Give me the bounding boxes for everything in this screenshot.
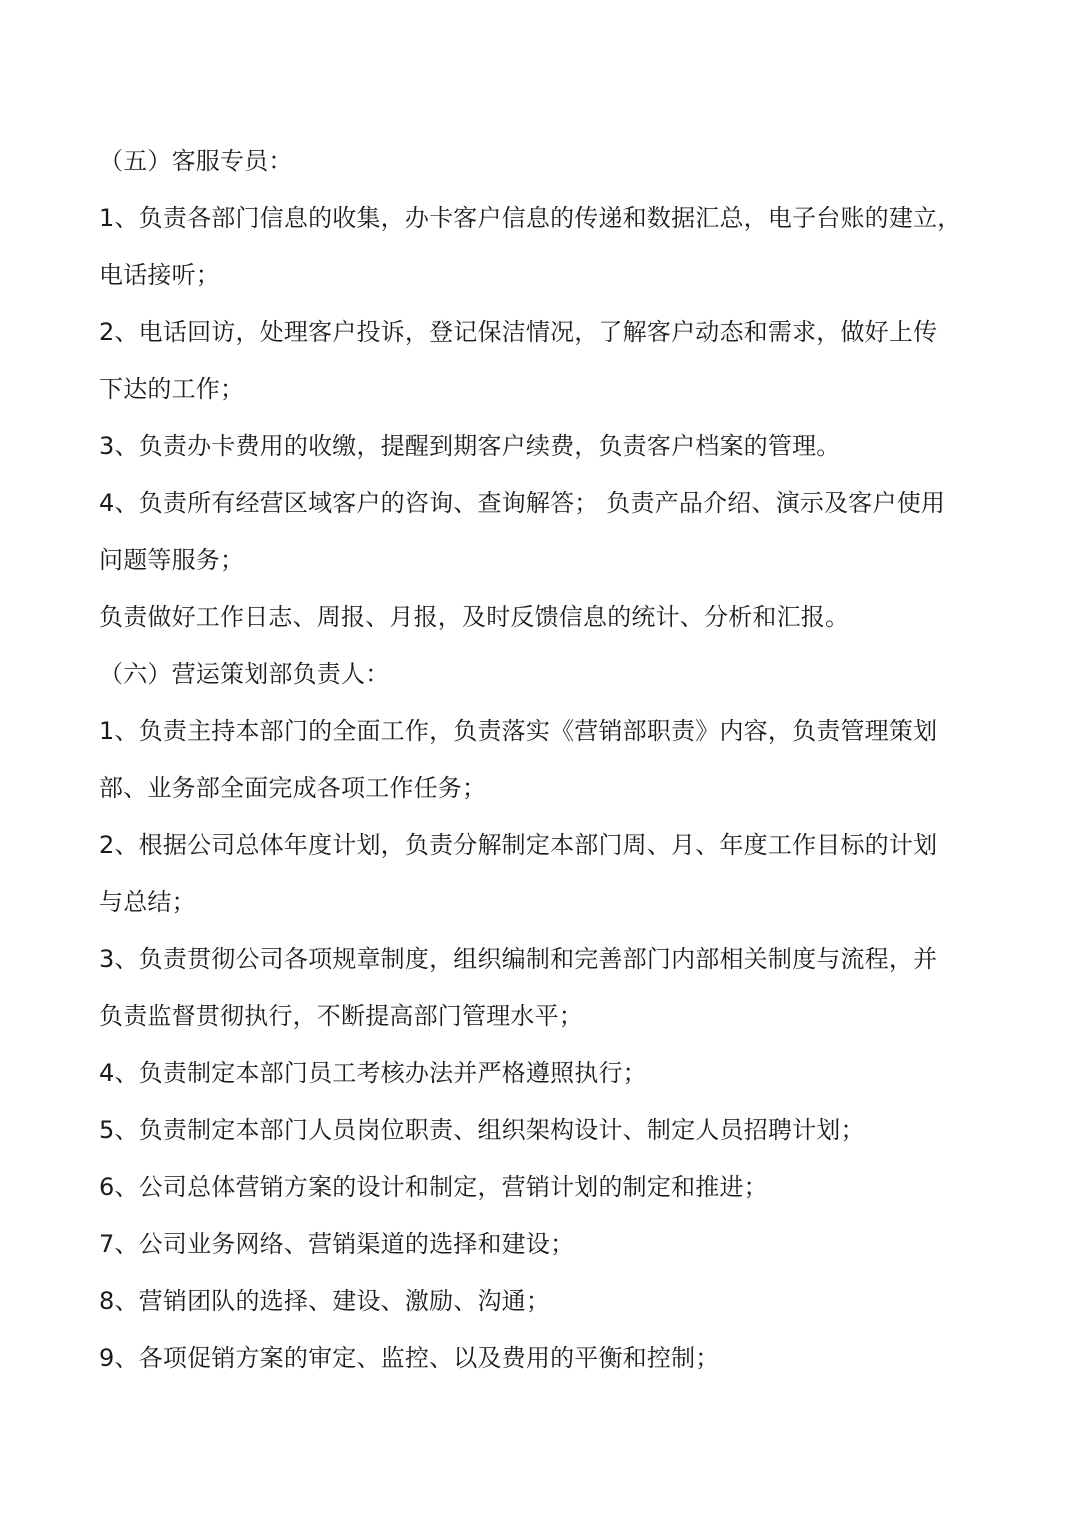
paragraph-line: 9、各项促销方案的审定、监控、以及费用的平衡和控制； [99, 1344, 720, 1372]
paragraph-line: 3、负责办卡费用的收缴，提醒到期客户续费，负责客户档案的管理。 [99, 432, 841, 460]
paragraph-line: 6、公司总体营销方案的设计和制定，营销计划的制定和推进； [99, 1173, 768, 1201]
paragraph-line: 1、负责主持本部门的全面工作，负责落实《营销部职责》内容，负责管理策划 [99, 717, 938, 745]
paragraph-line: 8、营销团队的选择、建设、激励、沟通； [99, 1287, 551, 1315]
section-heading-operations-planning: （六）营运策划部负责人： [99, 660, 390, 688]
paragraph-line: 下达的工作； [99, 375, 245, 403]
paragraph-line: 与总结； [99, 888, 196, 916]
paragraph-line: 1、负责各部门信息的收集，办卡客户信息的传递和数据汇总，电子台账的建立， [99, 204, 962, 232]
paragraph-line: 问题等服务； [99, 546, 245, 574]
paragraph-line: 负责监督贯彻执行，不断提高部门管理水平； [99, 1002, 583, 1030]
paragraph-line: 4、负责所有经营区域客户的咨询、查询解答； 负责产品介绍、演示及客户使用 [99, 489, 946, 517]
paragraph-line: 电话接听； [99, 261, 220, 289]
paragraph-line: 3、负责贯彻公司各项规章制度，组织编制和完善部门内部相关制度与流程，并 [99, 945, 938, 973]
paragraph-line: 7、公司业务网络、营销渠道的选择和建设； [99, 1230, 575, 1258]
paragraph-line: 负责做好工作日志、周报、月报，及时反馈信息的统计、分析和汇报。 [99, 603, 850, 631]
paragraph-line: 2、根据公司总体年度计划，负责分解制定本部门周、月、年度工作目标的计划 [99, 831, 938, 859]
paragraph-line: 4、负责制定本部门员工考核办法并严格遵照执行； [99, 1059, 647, 1087]
paragraph-line: 2、电话回访，处理客户投诉，登记保洁情况，了解客户动态和需求，做好上传 [99, 318, 938, 346]
paragraph-line: 部、业务部全面完成各项工作任务； [99, 774, 487, 802]
paragraph-line: 5、负责制定本部门人员岗位职责、组织架构设计、制定人员招聘计划； [99, 1116, 865, 1144]
section-heading-customer-service: （五）客服专员： [99, 147, 293, 175]
